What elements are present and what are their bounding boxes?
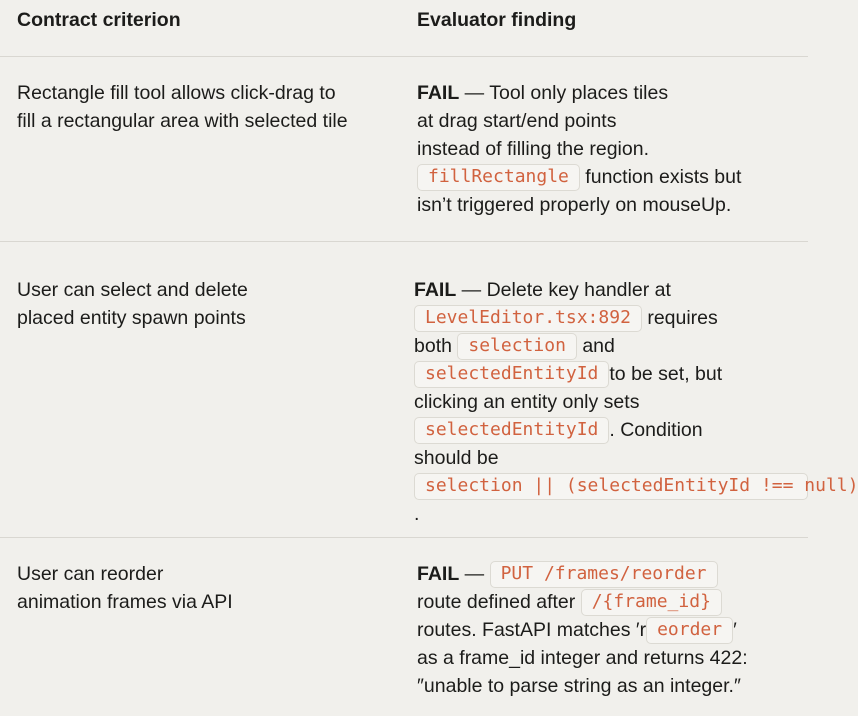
- code-snippet-truncated: selection || (selectedEntityId !== null): [414, 473, 808, 500]
- finding-text: Delete key handler at: [486, 279, 671, 301]
- finding-text: and: [576, 335, 615, 357]
- header-criterion: Contract criterion: [17, 9, 181, 31]
- finding-text: isn’t triggered properly on mouseUp.: [417, 194, 732, 216]
- finding-text: should be: [414, 447, 499, 469]
- finding-text: .: [414, 503, 420, 525]
- verdict-label: FAIL: [417, 82, 460, 104]
- table-row: [0, 57, 808, 242]
- finding-cell: [417, 538, 808, 716]
- table-row: [0, 538, 808, 716]
- finding-text: ″unable to parse string as an integer.″: [417, 675, 741, 697]
- finding-text: instead of filling the region.: [417, 138, 649, 160]
- criterion-line: fill a rectangular area with selected tile: [17, 110, 348, 132]
- criterion-cell: [0, 242, 414, 537]
- code-snippet: selection: [457, 333, 577, 360]
- criterion-line: User can reorder: [17, 563, 164, 585]
- header-finding: Evaluator finding: [417, 9, 577, 31]
- dash: —: [459, 563, 490, 585]
- code-snippet: LevelEditor.tsx:892: [414, 305, 642, 332]
- verdict-label: FAIL: [417, 563, 460, 585]
- finding-text: . Condition: [609, 419, 703, 441]
- finding-text: ′: [733, 619, 737, 641]
- finding-text: clicking an entity only sets: [414, 391, 640, 413]
- code-snippet: selectedEntityId: [414, 417, 609, 444]
- finding-cell: [414, 242, 858, 537]
- criterion-line: User can select and delete: [17, 279, 248, 301]
- finding-text: route defined after: [417, 591, 581, 613]
- finding-text: to be set, but: [609, 363, 723, 385]
- finding-text: at drag start/end points: [417, 110, 617, 132]
- verdict-label: FAIL: [414, 279, 457, 301]
- code-snippet: /{frame_id}: [581, 589, 722, 616]
- table-header: [0, 0, 808, 57]
- criterion-line: placed entity spawn points: [17, 307, 246, 329]
- finding-text: function exists but: [579, 166, 742, 188]
- criterion-line: Rectangle fill tool allows click-drag to: [17, 82, 336, 104]
- table-row: [0, 242, 858, 538]
- dash: —: [456, 279, 487, 301]
- finding-cell: [417, 57, 808, 241]
- code-snippet: fillRectangle: [417, 164, 580, 191]
- finding-text: as a frame_id integer and returns 422:: [417, 647, 748, 669]
- dash: —: [459, 82, 490, 104]
- finding-text: Tool only places tiles: [489, 82, 669, 104]
- finding-text: both: [414, 335, 458, 357]
- code-snippet: selectedEntityId: [414, 361, 609, 388]
- criterion-line: animation frames via API: [17, 591, 233, 613]
- code-snippet: eorder: [646, 617, 733, 644]
- code-snippet: PUT /frames/reorder: [490, 561, 718, 588]
- finding-text: routes. FastAPI matches ′r: [417, 619, 647, 641]
- criterion-cell: [0, 538, 417, 716]
- finding-text: requires: [641, 307, 718, 329]
- criterion-cell: [0, 57, 417, 241]
